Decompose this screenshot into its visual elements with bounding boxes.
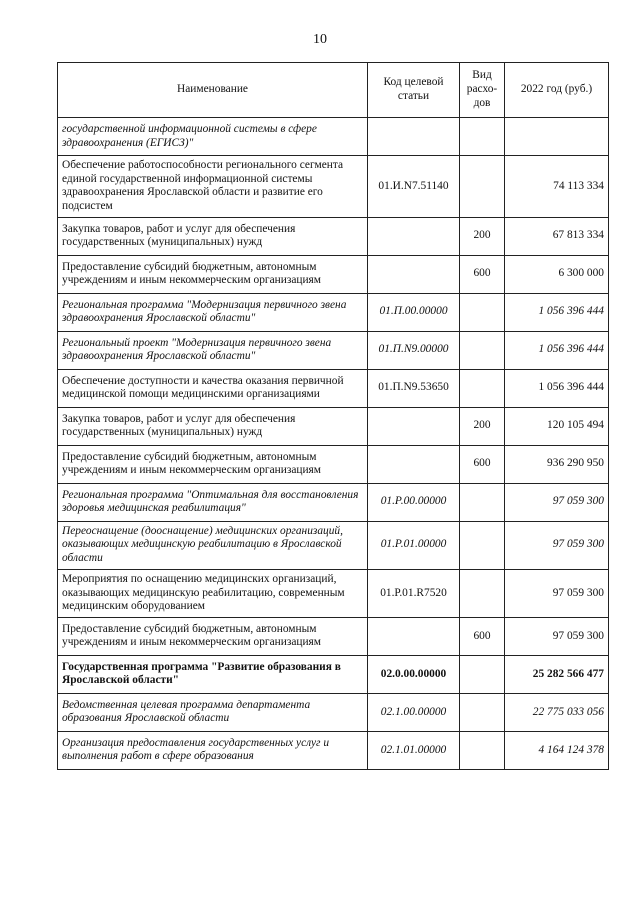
row-name-cell: Региональный проект "Модернизация первичного звена здравоохранения Ярославской области" — [58, 331, 368, 369]
table-row — [58, 569, 609, 617]
row-sum-cell: 22 775 033 056 — [505, 693, 609, 731]
table-header-row — [58, 63, 609, 118]
row-sum-cell: 97 059 300 — [505, 617, 609, 655]
table-row — [58, 255, 609, 293]
row-sum-cell: 74 113 334 — [505, 156, 609, 218]
row-sum-cell: 4 164 124 378 — [505, 731, 609, 769]
table-row — [58, 521, 609, 569]
table-row — [58, 156, 609, 218]
row-name-cell: Региональная программа "Оптимальная для восстановления здоровья медицинская реабилитация" — [58, 483, 368, 521]
row-kind-cell — [460, 118, 505, 156]
row-code-cell: 02.1.01.00000 — [368, 731, 460, 769]
table-row — [58, 655, 609, 693]
row-kind-cell — [460, 693, 505, 731]
row-sum-cell — [505, 118, 609, 156]
row-name-cell: Обеспечение доступности и качества оказания первичной медицинской помощи медицинскими организациями — [58, 369, 368, 407]
row-name-cell: государственной информационной системы в сфере здравоохранения (ЕГИСЗ)" — [58, 118, 368, 156]
table-row — [58, 118, 609, 156]
row-name-cell: Организация предоставления государственных услуг и выполнения работ в сфере образования — [58, 731, 368, 769]
row-sum-cell: 25 282 566 477 — [505, 655, 609, 693]
budget-table — [57, 62, 609, 770]
page-number: 10 — [313, 32, 327, 47]
row-kind-cell: 200 — [460, 217, 505, 255]
row-sum-cell: 1 056 396 444 — [505, 331, 609, 369]
header-name: Наименование — [58, 63, 368, 118]
table-row — [58, 407, 609, 445]
row-kind-cell: 600 — [460, 617, 505, 655]
row-name-cell: Предоставление субсидий бюджетным, автономным учреждениям и иным некоммерческим организациям — [58, 445, 368, 483]
table-row — [58, 445, 609, 483]
row-code-cell: 01.Р.01.R7520 — [368, 569, 460, 617]
table-row — [58, 217, 609, 255]
table-row — [58, 617, 609, 655]
row-name-cell: Ведомственная целевая программа департамента образования Ярославской области — [58, 693, 368, 731]
header-sum: 2022 год (руб.) — [505, 63, 609, 118]
row-name-cell: Закупка товаров, работ и услуг для обеспечения государственных (муниципальных) нужд — [58, 407, 368, 445]
row-kind-cell — [460, 731, 505, 769]
row-name-cell: Региональная программа "Модернизация первичного звена здравоохранения Ярославской области" — [58, 293, 368, 331]
table-row — [58, 483, 609, 521]
row-sum-cell: 97 059 300 — [505, 569, 609, 617]
row-sum-cell: 1 056 396 444 — [505, 369, 609, 407]
row-code-cell: 01.П.N9.00000 — [368, 331, 460, 369]
header-kind: Вид расхо-дов — [460, 63, 505, 118]
row-name-cell: Мероприятия по оснащению медицинских организаций, оказывающих медицинскую реабилитацию, современным медицинским оборудованием — [58, 569, 368, 617]
row-name-cell: Обеспечение работоспособности регионального сегмента единой государственной информационной системы здравоохранения Ярославской области и развитие его подсистем — [58, 156, 368, 218]
row-kind-cell — [460, 156, 505, 218]
row-code-cell: 02.0.00.00000 — [368, 655, 460, 693]
row-sum-cell: 1 056 396 444 — [505, 293, 609, 331]
table-row — [58, 369, 609, 407]
row-sum-cell: 97 059 300 — [505, 483, 609, 521]
row-code-cell — [368, 617, 460, 655]
row-name-cell: Переоснащение (дооснащение) медицинских организаций, оказывающих медицинскую реабилитацию в Ярославской области — [58, 521, 368, 569]
row-code-cell — [368, 255, 460, 293]
table-row — [58, 731, 609, 769]
row-name-cell: Государственная программа "Развитие образования в Ярославской области" — [58, 655, 368, 693]
row-code-cell: 01.Р.00.00000 — [368, 483, 460, 521]
row-name-cell: Предоставление субсидий бюджетным, автономным учреждениям и иным некоммерческим организациям — [58, 255, 368, 293]
table-row — [58, 693, 609, 731]
row-kind-cell — [460, 655, 505, 693]
row-kind-cell: 600 — [460, 255, 505, 293]
row-sum-cell: 97 059 300 — [505, 521, 609, 569]
row-kind-cell: 200 — [460, 407, 505, 445]
row-code-cell: 02.1.00.00000 — [368, 693, 460, 731]
row-kind-cell — [460, 369, 505, 407]
row-code-cell: 01.П.N9.53650 — [368, 369, 460, 407]
row-sum-cell: 67 813 334 — [505, 217, 609, 255]
row-sum-cell: 120 105 494 — [505, 407, 609, 445]
header-code: Код целевой статьи — [368, 63, 460, 118]
row-code-cell — [368, 118, 460, 156]
row-sum-cell: 936 290 950 — [505, 445, 609, 483]
row-name-cell: Закупка товаров, работ и услуг для обеспечения государственных (муниципальных) нужд — [58, 217, 368, 255]
table-row — [58, 331, 609, 369]
row-name-cell: Предоставление субсидий бюджетным, автономным учреждениям и иным некоммерческим организациям — [58, 617, 368, 655]
row-sum-cell: 6 300 000 — [505, 255, 609, 293]
table-row — [58, 293, 609, 331]
row-kind-cell — [460, 483, 505, 521]
row-kind-cell — [460, 293, 505, 331]
row-kind-cell: 600 — [460, 445, 505, 483]
row-code-cell: 01.И.N7.51140 — [368, 156, 460, 218]
row-code-cell: 01.Р.01.00000 — [368, 521, 460, 569]
row-code-cell — [368, 217, 460, 255]
row-code-cell — [368, 407, 460, 445]
row-kind-cell — [460, 569, 505, 617]
row-kind-cell — [460, 521, 505, 569]
table-body — [58, 118, 609, 770]
row-code-cell — [368, 445, 460, 483]
row-code-cell: 01.П.00.00000 — [368, 293, 460, 331]
row-kind-cell — [460, 331, 505, 369]
